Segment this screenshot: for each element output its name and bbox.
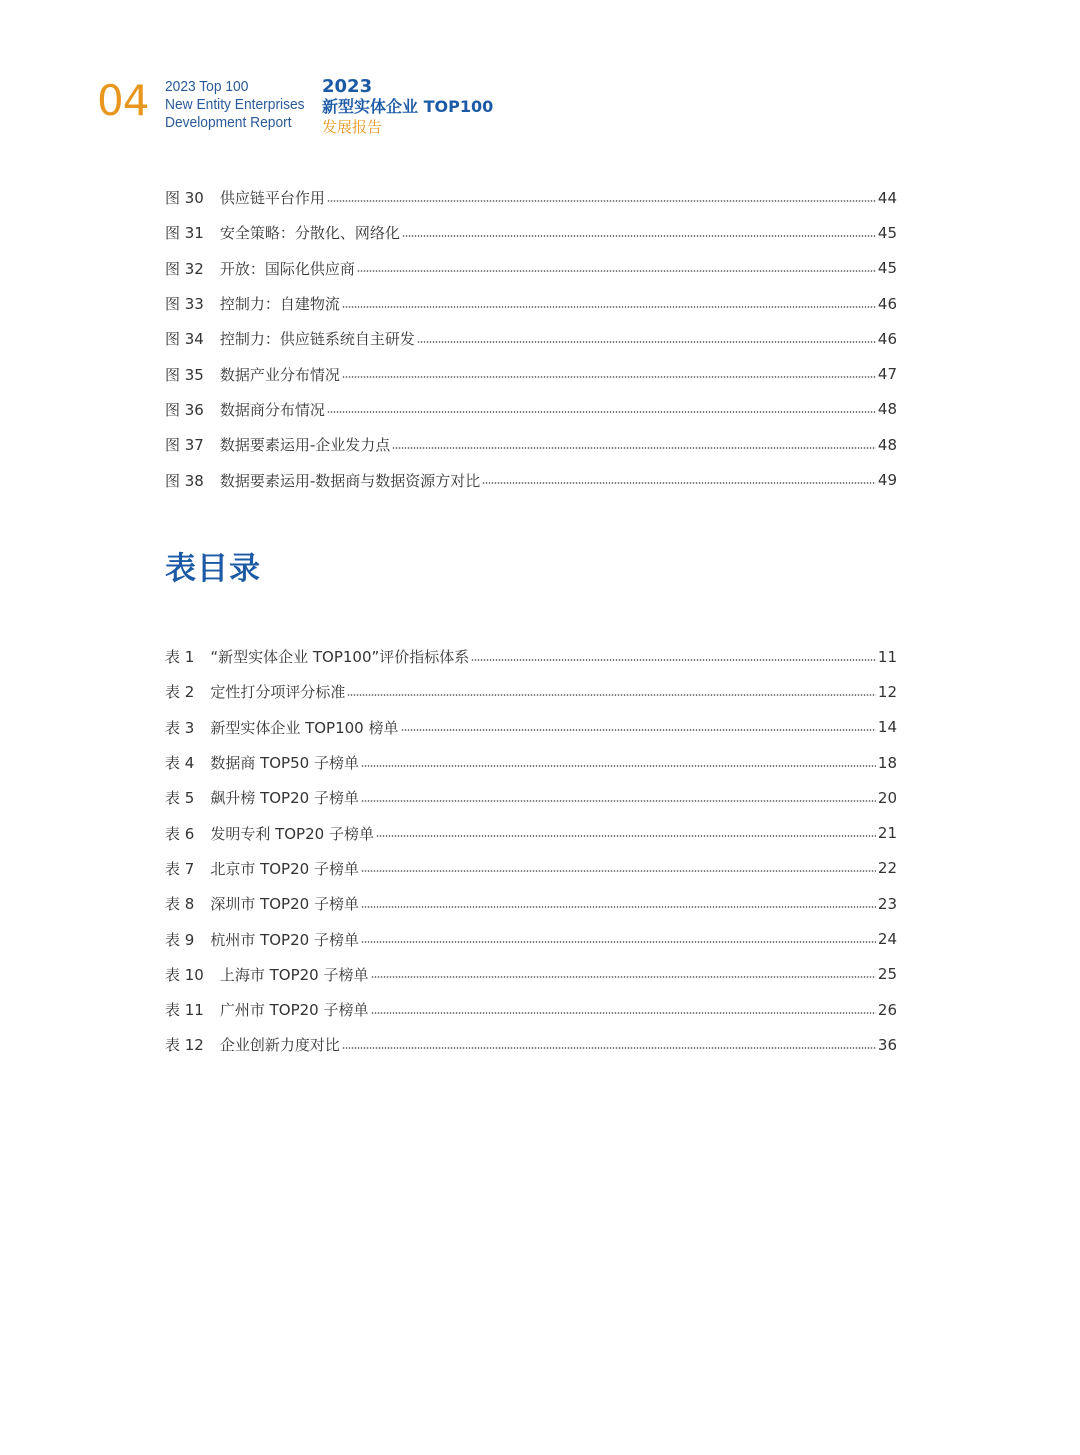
figure-entry-title: 数据要素运用-数据商与数据资源方对比 (219, 471, 481, 490)
tables-section-title: 表目录 (165, 551, 261, 587)
table-entry-label: 表 4 (165, 754, 195, 773)
table-entry-label: 表 9 (165, 930, 195, 949)
figure-entry[interactable] (165, 321, 897, 356)
header-en-line-3: Development Report (165, 114, 292, 131)
table-entry-label: 表 12 (165, 1036, 204, 1055)
figure-entry-label: 图 30 (165, 189, 204, 208)
leader-dots (471, 659, 876, 661)
figure-entry-label: 图 34 (165, 330, 204, 349)
table-entry-title: “新型实体企业 TOP100”评价指标体系 (210, 648, 470, 667)
leader-dots (361, 800, 876, 802)
figure-entry-title: 开放：国际化供应商 (219, 259, 355, 278)
table-entry[interactable] (165, 921, 897, 956)
table-entry-page: 21 (877, 824, 897, 843)
table-entry[interactable] (165, 710, 897, 745)
figure-entry-title: 安全策略：分散化、网络化 (219, 224, 400, 243)
figure-entry[interactable] (165, 286, 897, 321)
table-entry-page: 36 (877, 1035, 897, 1054)
figure-entry-label: 图 31 (165, 224, 204, 243)
table-entry-title: 上海市 TOP20 子榜单 (219, 965, 369, 984)
table-entry-page: 12 (877, 682, 897, 701)
figure-entry-label: 图 38 (165, 471, 204, 490)
table-entry[interactable] (165, 780, 897, 815)
leader-dots (392, 447, 876, 449)
leader-dots (401, 729, 876, 731)
figure-entry-page: 45 (877, 259, 897, 278)
table-entry-page: 25 (877, 965, 897, 984)
table-entry[interactable] (165, 851, 897, 886)
table-entry-page: 11 (877, 647, 897, 666)
header-cn-title: 新型实体企业 TOP100 (322, 97, 494, 116)
leader-dots (376, 835, 876, 837)
table-entry-page: 23 (877, 894, 897, 913)
table-entry-label: 表 6 (165, 824, 195, 843)
header-cn-year: 2023 (322, 76, 373, 97)
table-entry-label: 表 7 (165, 859, 195, 878)
table-entry-title: 数据商 TOP50 子榜单 (210, 754, 359, 773)
leader-dots (482, 482, 876, 484)
table-entry-title: 深圳市 TOP20 子榜单 (210, 895, 359, 914)
figure-entry-title: 数据商分布情况 (219, 400, 325, 419)
page-number: 04 (97, 76, 149, 125)
figure-list (165, 180, 897, 498)
table-entry[interactable] (165, 992, 897, 1027)
table-entry-page: 26 (877, 1000, 897, 1019)
figure-entry-label: 图 32 (165, 259, 204, 278)
leader-dots (361, 941, 876, 943)
table-entry-title: 定性打分项评分标准 (210, 683, 346, 702)
figure-entry[interactable] (165, 462, 897, 497)
leader-dots (342, 1047, 876, 1049)
table-entry-page: 20 (877, 788, 897, 807)
table-entry[interactable] (165, 815, 897, 850)
figure-entry-title: 控制力：供应链系统自主研发 (219, 330, 415, 349)
table-entry-label: 表 10 (165, 965, 204, 984)
leader-dots (361, 765, 876, 767)
table-entry-title: 企业创新力度对比 (219, 1036, 340, 1055)
figure-entry-page: 45 (877, 223, 897, 242)
figure-entry-title: 控制力：自建物流 (219, 295, 340, 314)
table-entry-label: 表 2 (165, 683, 195, 702)
table-entry-label: 表 11 (165, 1001, 204, 1020)
leader-dots (342, 306, 876, 308)
header-en-line-1: 2023 Top 100 (165, 78, 249, 95)
table-entry-title: 飙升榜 TOP20 子榜单 (210, 789, 359, 808)
figure-entry-page: 46 (877, 294, 897, 313)
figure-entry-label: 图 36 (165, 400, 204, 419)
table-entry-label: 表 3 (165, 718, 195, 737)
table-entry-title: 广州市 TOP20 子榜单 (219, 1001, 369, 1020)
leader-dots (327, 200, 876, 202)
table-entry[interactable] (165, 1027, 897, 1062)
figure-entry[interactable] (165, 215, 897, 250)
table-entry-label: 表 1 (165, 648, 195, 667)
table-entry-title: 发明专利 TOP20 子榜单 (210, 824, 374, 843)
figure-entry-page: 46 (877, 329, 897, 348)
header-en-line-2: New Entity Enterprises (165, 96, 305, 113)
figure-entry-page: 48 (877, 435, 897, 454)
table-entry[interactable] (165, 745, 897, 780)
table-entry[interactable] (165, 674, 897, 709)
table-entry-page: 22 (877, 859, 897, 878)
table-entry-page: 14 (877, 718, 897, 737)
header-cn-subtitle: 发展报告 (322, 118, 383, 136)
leader-dots (327, 411, 876, 413)
leader-dots (347, 694, 876, 696)
table-entry-page: 18 (877, 753, 897, 772)
figure-entry-label: 图 35 (165, 365, 204, 384)
leader-dots (361, 906, 876, 908)
figure-entry-label: 图 37 (165, 436, 204, 455)
leader-dots (371, 1012, 876, 1014)
header-english-title (165, 78, 303, 132)
figure-entry[interactable] (165, 392, 897, 427)
table-entry[interactable] (165, 957, 897, 992)
leader-dots (371, 976, 876, 978)
leader-dots (417, 341, 876, 343)
leader-dots (342, 376, 876, 378)
table-list (165, 639, 897, 1063)
table-entry-label: 表 8 (165, 895, 195, 914)
figure-entry-title: 数据要素运用-企业发力点 (219, 436, 391, 455)
leader-dots (402, 235, 876, 237)
figure-entry-page: 47 (877, 365, 897, 384)
header-chinese-title (322, 77, 493, 137)
figure-entry[interactable] (165, 251, 897, 286)
figure-entry-label: 图 33 (165, 295, 204, 314)
figure-entry-title: 供应链平台作用 (219, 189, 325, 208)
figure-entry[interactable] (165, 180, 897, 215)
table-entry-title: 北京市 TOP20 子榜单 (210, 859, 359, 878)
figure-entry-title: 数据产业分布情况 (219, 365, 340, 384)
figure-entry-page: 48 (877, 400, 897, 419)
figure-entry-page: 49 (877, 471, 897, 490)
table-entry-title: 杭州市 TOP20 子榜单 (210, 930, 359, 949)
table-entry-title: 新型实体企业 TOP100 榜单 (210, 718, 399, 737)
table-entry[interactable] (165, 639, 897, 674)
leader-dots (357, 270, 876, 272)
table-entry-page: 24 (877, 930, 897, 949)
leader-dots (361, 870, 876, 872)
figure-entry-page: 44 (877, 188, 897, 207)
table-entry[interactable] (165, 886, 897, 921)
table-entry-label: 表 5 (165, 789, 195, 808)
figure-entry[interactable] (165, 427, 897, 462)
figure-entry[interactable] (165, 356, 897, 391)
